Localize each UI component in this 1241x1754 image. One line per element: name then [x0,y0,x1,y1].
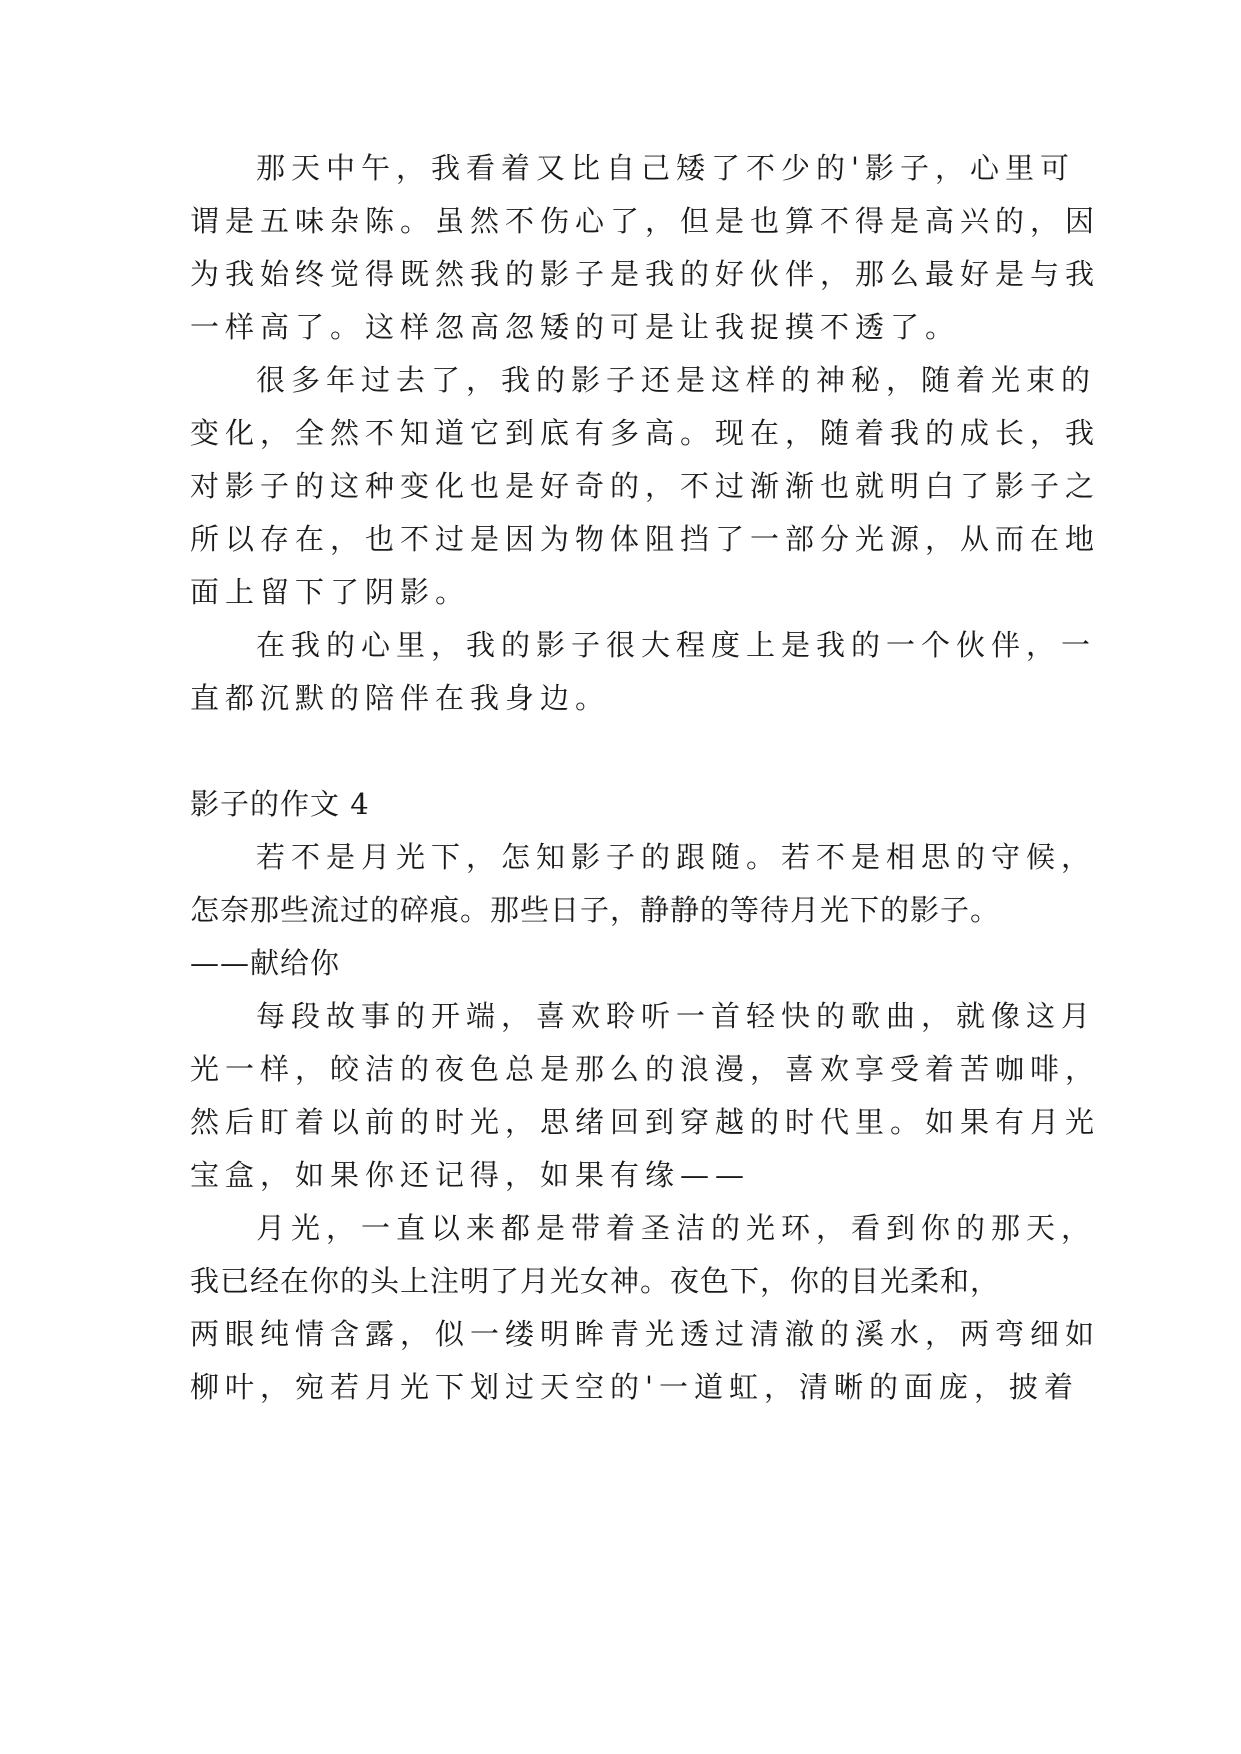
text-line: 谓是五味杂陈。虽然不伤心了，但是也算不得是高兴的，因 [190,204,1101,238]
text-line: 若不是月光下，怎知影子的跟随。若不是相思的守候， [256,840,1097,874]
text-line: 所以存在，也不过是因为物体阻挡了一部分光源，从而在地 [190,522,1101,556]
text-line: 月光，一直以来都是带着圣洁的光环，看到你的那天， [256,1211,1097,1245]
text-line: 那天中午，我看着又比自己矮了不少的'影子，心里可 [256,151,1075,185]
text-line: 面上留下了阴影。 [190,575,471,609]
text-line: 变化，全然不知道它到底有多高。现在，随着我的成长，我 [190,416,1101,450]
text-line: 两眼纯情含露，似一缕明眸青光透过清澈的溪水，两弯细如 [190,1317,1101,1351]
text-line: 很多年过去了，我的影子还是这样的神秘，随着光束的 [256,363,1097,397]
text-line: 宝盒，如果你还记得，如果有缘—— [190,1158,751,1192]
text-line: 怎奈那些流过的碎痕。那些日子，静静的等待月光下的影子。 [190,893,1001,927]
text-line: 一样高了。这样忽高忽矮的可是让我捉摸不透了。 [190,310,961,344]
text-line: 然后盯着以前的时光，思绪回到穿越的时代里。如果有月光 [190,1105,1101,1139]
section-heading: 影子的作文 4 [190,787,370,821]
text-line: 直都沉默的陪伴在我身边。 [190,681,611,715]
text-line: 柳叶，宛若月光下划过天空的'一道虹，清晰的面庞，披着 [190,1370,1079,1404]
text-line: 每段故事的开端，喜欢聆听一首轻快的歌曲，就像这月 [256,999,1097,1033]
text-line: 在我的心里，我的影子很大程度上是我的一个伙伴，一 [256,628,1097,662]
text-line: 我已经在你的头上注明了月光女神。夜色下，你的目光柔和， [190,1264,1001,1298]
text-line: 对影子的这种变化也是好奇的，不过渐渐也就明白了影子之 [190,469,1101,503]
text-line: ——献给你 [190,946,341,980]
text-line: 为我始终觉得既然我的影子是我的好伙伴，那么最好是与我 [190,257,1101,291]
text-line: 光一样，皎洁的夜色总是那么的浪漫，喜欢享受着苦咖啡， [190,1052,1101,1086]
